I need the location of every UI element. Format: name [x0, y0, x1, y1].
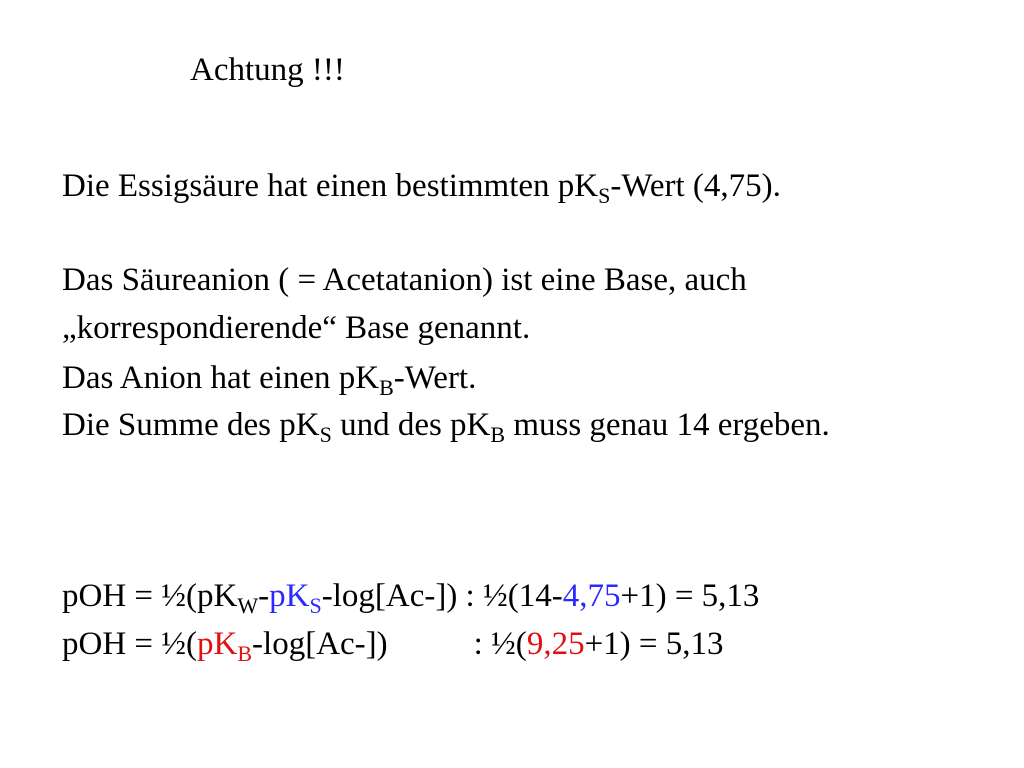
- text: und des pK: [331, 407, 491, 443]
- text: : ½(: [473, 626, 527, 662]
- highlight-pkb: pK: [197, 626, 238, 662]
- pks-statement: [62, 166, 781, 206]
- text: -log[Ac-]): [252, 626, 388, 662]
- subscript: B: [490, 422, 506, 447]
- text: -Wert (4,75).: [610, 168, 781, 204]
- text: Das Anion hat einen pK: [62, 360, 380, 396]
- text: +1) = 5,13: [584, 626, 724, 662]
- text: -log[Ac-]) : ½(14-: [321, 578, 563, 614]
- anion-line-2: „korrespondierende“ Base genannt.: [62, 310, 531, 346]
- text: muss genau 14 ergeben.: [505, 407, 830, 443]
- highlight-pks: pK: [269, 578, 310, 614]
- subscript: W: [237, 593, 259, 618]
- text: -Wert.: [393, 360, 477, 396]
- text: pOH = ½(: [62, 626, 198, 662]
- highlight-subscript: S: [309, 593, 322, 618]
- text: +1) = 5,13: [620, 578, 760, 614]
- subscript: B: [379, 375, 394, 400]
- text: -: [258, 578, 270, 614]
- text: Die Essigsäure hat einen bestimmten pK: [62, 168, 599, 204]
- slide-title: Achtung !!!: [190, 52, 345, 88]
- sum-statement: [62, 405, 830, 445]
- anion-line-1: Das Säureanion ( = Acetatanion) ist eine Base, auch: [62, 262, 747, 298]
- text: pOH = ½(pK: [62, 578, 238, 614]
- pkb-statement: [62, 358, 476, 398]
- equation-2: [62, 624, 724, 664]
- subscript: S: [598, 183, 611, 208]
- highlight-value: 9,25: [526, 626, 585, 662]
- equation-1: [62, 576, 759, 616]
- highlight-subscript: B: [237, 641, 253, 666]
- subscript: S: [319, 422, 332, 447]
- text: Die Summe des pK: [62, 407, 320, 443]
- highlight-value: 4,75: [562, 578, 621, 614]
